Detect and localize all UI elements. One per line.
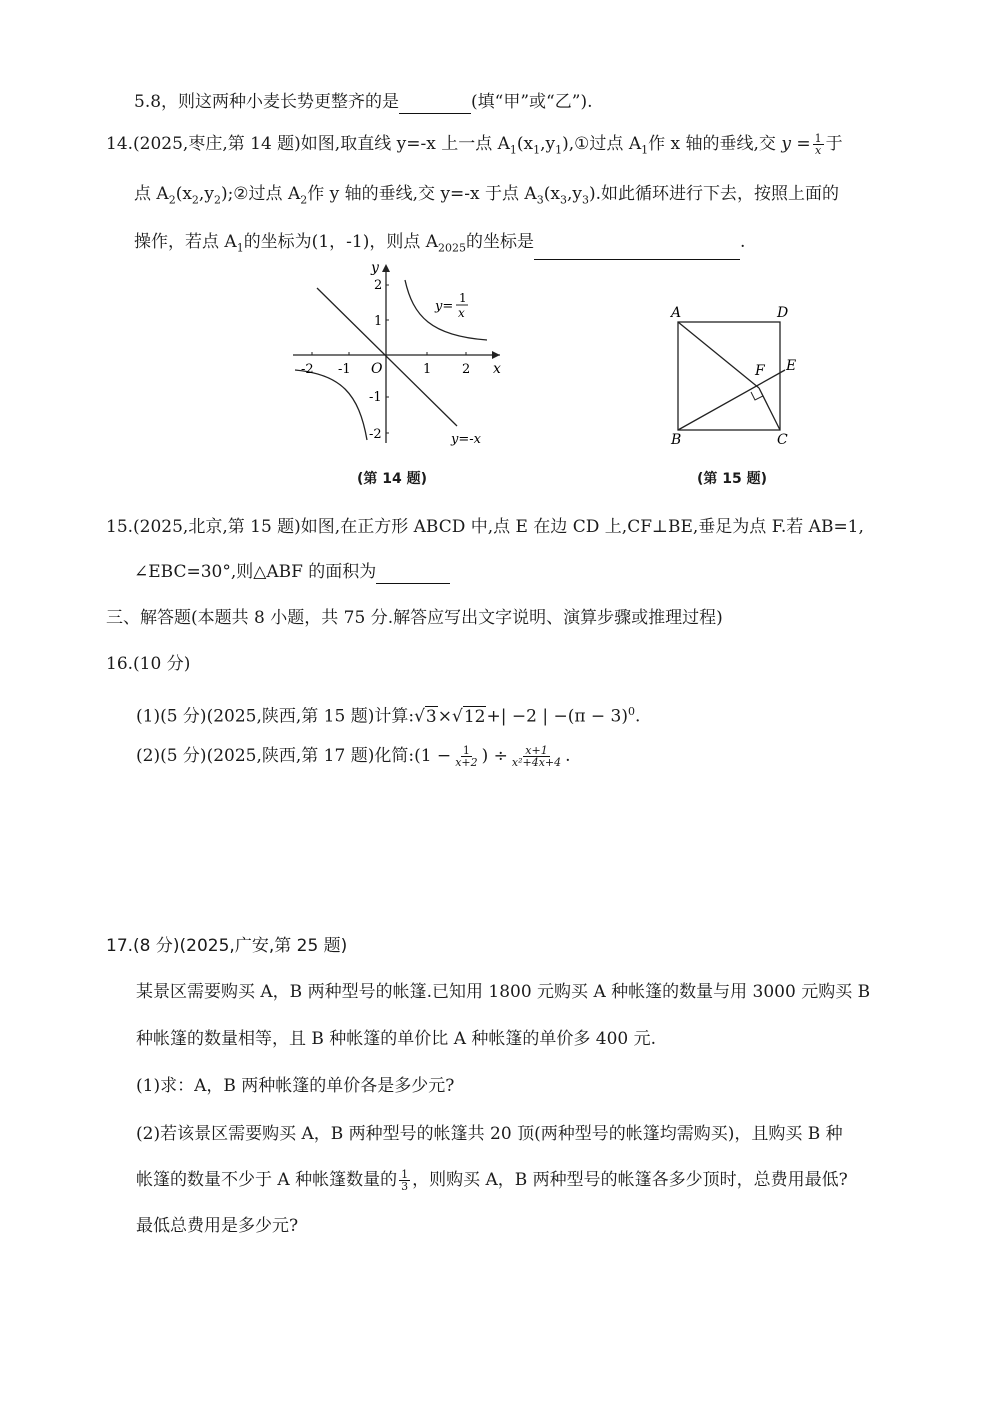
label-f: F: [755, 363, 765, 379]
label-a: A: [671, 305, 682, 321]
q14-line1: 14.(2025,枣庄,第 14 题)如图,取直线 y=-x 上一点 $A_1(x_1,y_1),①$过点 $A_1$作 x 轴的垂线,交 y = $\frac{1}{x}$ 于: [106, 132, 843, 157]
fraction: $\frac{1}{x}$: [814, 132, 822, 157]
figure-15-square: [665, 298, 805, 453]
q16-part2: (2)(5 分)(2025,陕西,第 17 题)化简:(1 − $\frac{1}{x+2}$ ) ÷ $\frac{x+1}{\text{x²+4x+4}}$ .: [136, 744, 571, 769]
q14-line3: 操作，若点 $A_1$的坐标为(1，-1)，则点 $A_{2025}$的坐标是 .: [134, 230, 745, 260]
tick-label-x-neg1: -1: [338, 362, 351, 377]
curve-label-num: 1: [459, 291, 467, 305]
q17-part2-line3: 最低总费用是多少元?: [136, 1216, 299, 1236]
q16-part1: (1)(5 分)(2025,陕西,第 15 题)计算:√3×√12+| −2 | $-(\pi - 3)^0$.: [136, 705, 641, 727]
q15-line2: ∠EBC=30°,则△ABF 的面积为: [134, 560, 450, 584]
label-e: E: [786, 358, 797, 374]
line-label: y=-x: [451, 432, 481, 447]
q16-header: 16.(10 分): [106, 654, 191, 674]
tick-label-y-neg1: -1: [369, 390, 382, 405]
q17-header: 17.(8 分)(2025,广安,第 25 题): [106, 936, 348, 956]
curve-label: y=: [435, 299, 454, 314]
q13-tail: [134, 90, 592, 114]
x-axis-label: x: [493, 361, 501, 377]
tick-label-y-1: 1: [374, 314, 383, 329]
answer-blank[interactable]: [376, 565, 450, 584]
figure-14-graph: [285, 258, 515, 458]
tick-label-y-2: 2: [374, 278, 383, 293]
q17-part2-line2: 帐篷的数量不少于 A 种帐篷数量的 $\frac{1}{3}$ ，则购买 A，B 两种型号的帐篷各多少顶时，总费用最低?: [136, 1168, 848, 1193]
label-b: B: [671, 432, 682, 448]
curve-equation: y =: [781, 134, 811, 154]
figure-15-caption: (第 15 题): [697, 471, 768, 487]
q13-hint: (填“甲”或“乙”).: [471, 92, 593, 112]
tick-label-x-1: 1: [423, 362, 432, 377]
curve-label-den: x: [458, 306, 465, 320]
segment-af: [678, 322, 759, 388]
q13-text: 5.8，则这两种小麦长势更整齐的是: [134, 92, 400, 112]
q17-part1: (1)求：A，B 两种帐篷的单价各是多少元?: [136, 1076, 455, 1096]
q17-para1-line1: 某景区需要购买 A，B 两种型号的帐篷.已知用 1800 元购买 A 种帐篷的数量与用 3000 元购买 B: [136, 982, 871, 1002]
answer-blank[interactable]: [534, 241, 740, 260]
tick-label-x-2: 2: [462, 362, 471, 377]
answer-blank[interactable]: [399, 95, 471, 114]
y-axis-label: y: [371, 260, 379, 276]
segment-cf: [759, 388, 780, 430]
figure-14-caption: (第 14 题): [357, 471, 428, 487]
tick-label-x-neg2: -2: [301, 362, 314, 377]
q17-part2-line1: (2)若该景区需要购买 A，B 两种型号的帐篷共 20 顶(两种型号的帐篷均需购买)，且购买 B 种: [136, 1124, 843, 1144]
hyperbola-branch-q3: [295, 370, 367, 440]
tick-label-y-neg2: -2: [369, 427, 382, 442]
label-c: C: [777, 432, 788, 448]
label-d: D: [777, 305, 789, 321]
q17-para1-line2: 种帐篷的数量相等，且 B 种帐篷的单价比 A 种帐篷的单价多 400 元.: [136, 1029, 657, 1049]
q15-line1: 15.(2025,北京,第 15 题)如图,在正方形 ABCD 中,点 E 在边 CD 上,CF⊥BE,垂足为点 F.若 AB=1,: [106, 517, 864, 537]
origin-label: O: [371, 361, 383, 377]
section-3-title: 三、解答题(本题共 8 小题，共 75 分.解答应写出文字说明、演算步骤或推理过程): [106, 608, 723, 628]
segment-be: [678, 370, 785, 430]
q14-line2: 点 $A_2(x_2,y_2);②$过点 $A_2$作 y 轴的垂线,交 y=-x 于点 $A_3(x_3,y_3)$.如此循环进行下去，按照上面的: [134, 184, 839, 207]
